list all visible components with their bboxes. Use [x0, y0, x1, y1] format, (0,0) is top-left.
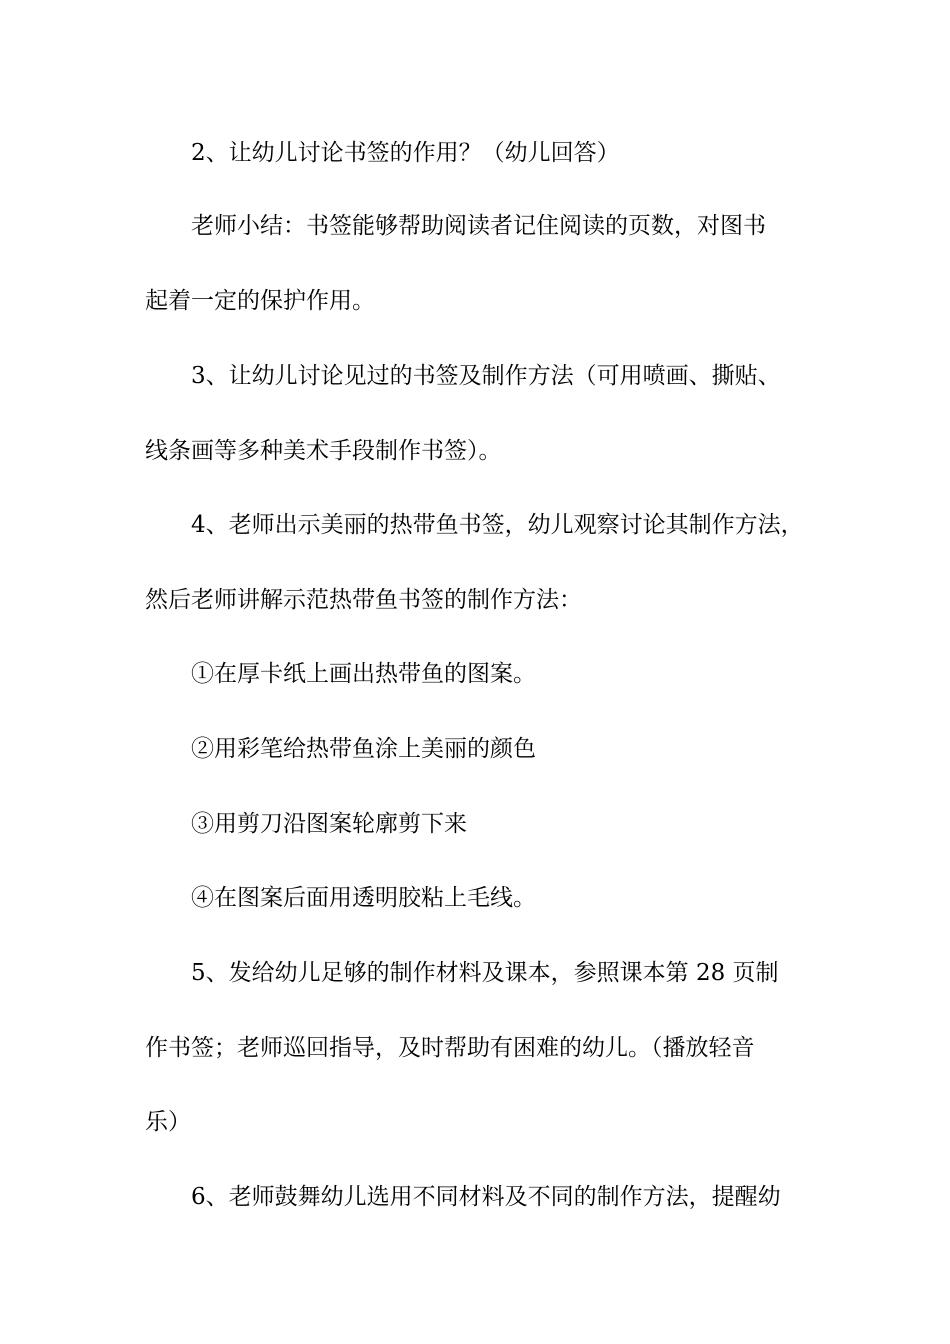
paragraph-line: 然后老师讲解示范热带鱼书签的制作方法：: [145, 587, 582, 613]
list-item: ①在厚卡纸上画出热带鱼的图案。: [191, 661, 536, 687]
list-item: ④在图案后面用透明胶粘上毛线。: [191, 885, 536, 911]
paragraph-line: 6、老师鼓舞幼儿选用不同材料及不同的制作方法，提醒幼: [191, 1184, 781, 1210]
paragraph-line: 起着一定的保护作用。: [145, 288, 375, 314]
paragraph-line: 乐）: [145, 1109, 191, 1135]
list-item: ②用彩笔给热带鱼涂上美丽的颜色: [191, 736, 536, 762]
paragraph-line: 老师小结：书签能够帮助阅读者记住阅读的页数，对图书: [191, 213, 766, 239]
paragraph-line: 5、发给幼儿足够的制作材料及课本，参照课本第 28 页制: [191, 960, 779, 986]
paragraph-line: 4、老师出示美丽的热带鱼书签，幼儿观察讨论其制作方法，: [191, 512, 804, 538]
paragraph-line: 2、让幼儿讨论书签的作用？（幼儿回答）: [191, 140, 620, 166]
paragraph-line: 作书签；老师巡回指导，及时帮助有困难的幼儿。（播放轻音: [145, 1035, 755, 1061]
paragraph-line: 线条画等多种美术手段制作书签）。: [145, 438, 502, 464]
list-item: ③用剪刀沿图案轮廓剪下来: [191, 811, 467, 837]
paragraph-line: 3、让幼儿讨论见过的书签及制作方法（可用喷画、撕贴、: [191, 363, 781, 389]
